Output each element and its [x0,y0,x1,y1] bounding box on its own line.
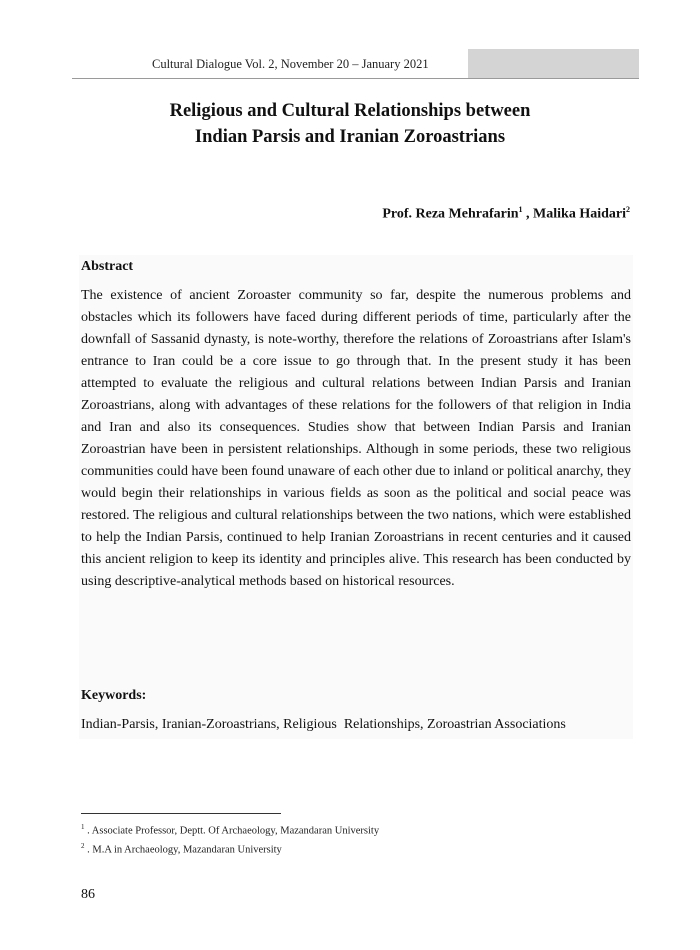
footnote-1-text: . Associate Professor, Deptt. Of Archaeology, Mazandaran University [84,825,380,837]
paper-title-line-1: Religious and Cultural Relationships between [169,101,531,121]
footnotes [81,820,379,857]
footnote-rule [81,813,281,814]
author-2-name: Malika Haidari [533,206,626,222]
paper-title-line-2: Indian Parsis and Iranian Zoroastrians [194,127,506,147]
header-rule [72,78,639,79]
footnote-1 [81,820,379,839]
footnote-1-mark: 1 [81,823,85,831]
author-line [382,205,630,223]
paper-title [100,98,600,150]
author-2-footnote-mark: 2 [626,205,630,214]
keywords-body: Indian-Parsis, Iranian-Zoroastrians, Religious Relationships, Zoroastrian Associations [81,717,566,732]
abstract-heading: Abstract [81,259,134,274]
footnote-2 [81,839,379,858]
running-header: Cultural Dialogue Vol. 2, November 20 – January 2021 [152,57,429,71]
author-1-name: Prof. Reza Mehrafarin [382,206,519,222]
footnote-2-mark: 2 [81,841,85,850]
header-shaded-box [468,49,639,78]
author-1-footnote-mark: 1 [518,205,523,214]
abstract-body: The existence of ancient Zoroaster community so far, despite the numerous problems and obstacles which its followers have faced during different periods of time, particularly after the downfall of Sassanid dynasty, is note-worthy, therefore the relations of Zoroastrians after Islam's entrance to Iran could be a core issue to go through that. In the present study it has been attempted to evaluate the religious and cultural relations between Indian Parsis and Iranian Zoroastrians, along with advantages of these relations for the followers of that religion in India and Iran and also its consequences. Studies show that between Indian Parsis and Iranian Zoroastrian have been in persistent relationships. Although in some periods, these two religious communities could have been found unaware of each other due to inland or political anarchy, they would begin their relationships in various fields as soon as the political and social peace was restored. The religious and cultural relationships between the two nations, which were established to help the Indian Parsis, continued to help Iranian Zoroastrians in recent centuries and it caused this ancient religion to keep its identity and principles alive. This research has been conducted by using descriptive-analytical methods based on historical resources. [81,288,631,589]
keywords-heading: Keywords: [81,688,147,703]
author-separator: , [522,206,534,222]
page-number: 86 [81,887,95,902]
footnote-2-text: . M.A in Archaeology, Mazandaran University [84,844,282,855]
